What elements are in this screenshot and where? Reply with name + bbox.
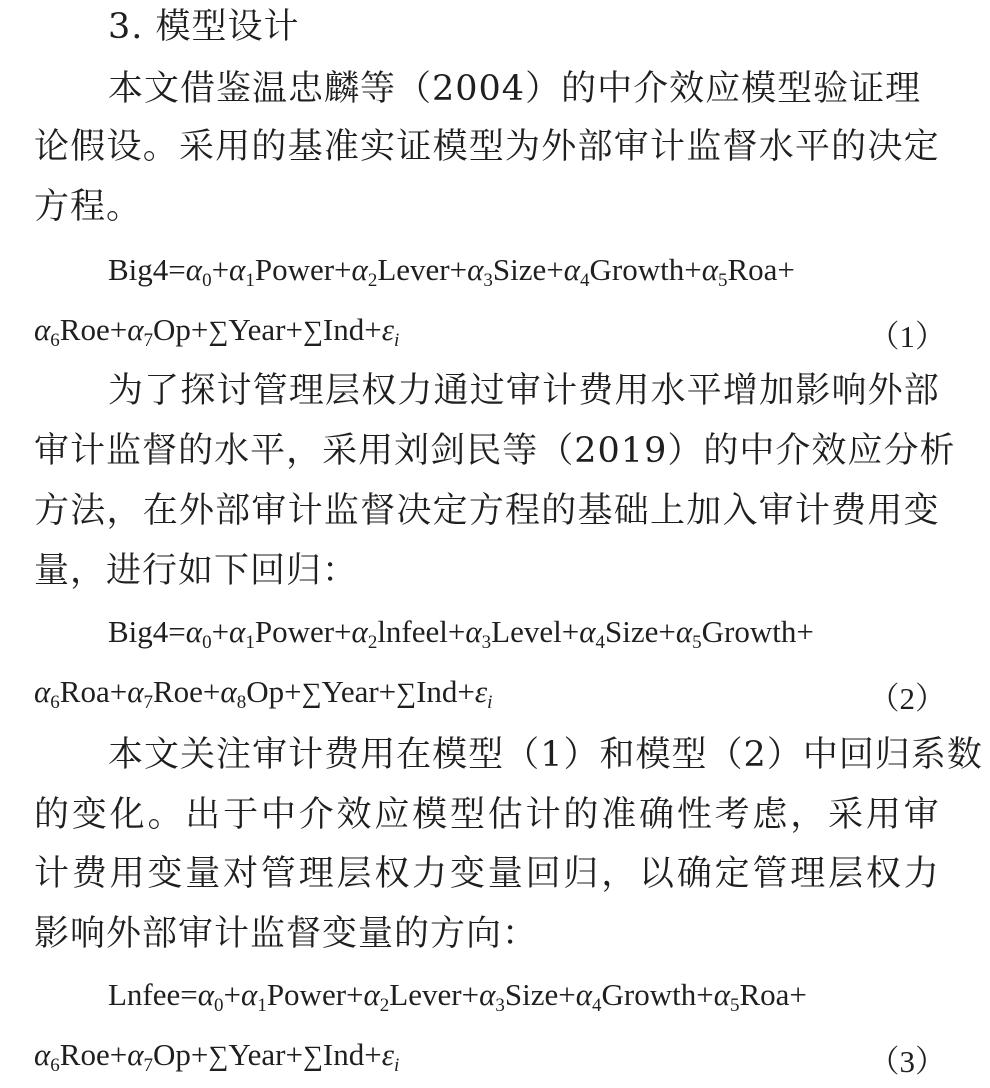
equation-2-line-1: $Big4=\alpha_0+\alpha_1Power+\alpha_2lnfeel+\alpha_3Level+\alpha_4Size+\alpha_5Growth+$ (108, 614, 814, 653)
equation-3-line-2: $\alpha_6Roe+\alpha_7Op+\sum Year+\sum Ind+\varepsilon_i$ (34, 1037, 400, 1076)
paragraph-1-line-2: 论 假 设 。 采 用 的 基 准 实 证 模 型 为 外 部 审 计 监 督 水 平 的 决 定 (34, 127, 940, 167)
paragraph-3-line-4: 影响外部审计监督变量的方向： (34, 914, 539, 954)
equation-1-line-1: $Big4=\alpha_0+\alpha_1Power+\alpha_2Lever+\alpha_3Size+\alpha_4Growth+\alpha_5Roa+$ (108, 252, 795, 291)
paragraph-2-line-4: 量，进行如下回归： (34, 551, 359, 591)
equation-2-number: （2） (868, 681, 946, 716)
paragraph-3-line-1: 本 文 关 注 审 计 费 用 在 模 型 （ 1 ） 和 模 型 （ 2 ） 中 回 归 系 数 (108, 735, 983, 775)
equation-3-line-1: $Lnfee=\alpha_0+\alpha_1Power+\alpha_2Lever+\alpha_3Size+\alpha_4Growth+\alpha_5Roa+$ (108, 977, 807, 1016)
equation-1-number: （1） (868, 319, 946, 354)
section-heading: 3. 模型设计 (108, 7, 300, 47)
equation-3-number: （3） (868, 1044, 946, 1079)
paragraph-1-line-1: 本文借鉴温忠麟等（2004）的中介效应模型验证理 (108, 69, 922, 109)
paragraph-2-line-3: 方 法 ， 在 外 部 审 计 监 督 决 定 方 程 的 基 础 上 加 入 审 计 费 用 变 (34, 491, 940, 531)
paragraph-2-line-2: 审 计 监 督 的 水 平 ， 采 用 刘 剑 民 等 （ 2 0 1 9 ） 的 中 介 效 应 分 析 (34, 431, 956, 471)
paragraph-1-line-3: 方程。 (34, 187, 143, 227)
paragraph-3-line-3: 计 费 用 变 量 对 管 理 层 权 力 变 量 回 归 ， 以 确 定 管 理 层 权 力 (34, 854, 940, 894)
paragraph-2-line-1: 为 了 探 讨 管 理 层 权 力 通 过 审 计 费 用 水 平 增 加 影 响 外 部 (108, 371, 940, 411)
equation-2-line-2: $\alpha_6Roa+\alpha_7Roe+\alpha_8Op+\sum Year+\sum Ind+\varepsilon_i$ (34, 674, 493, 713)
paragraph-3-line-2: 的 变 化 。 出 于 中 介 效 应 模 型 估 计 的 准 确 性 考 虑 ， 采 用 审 (34, 795, 940, 835)
equation-1-line-2: $\alpha_6Roe+\alpha_7Op+\sum Year+\sum Ind+\varepsilon_i$ (34, 312, 400, 351)
